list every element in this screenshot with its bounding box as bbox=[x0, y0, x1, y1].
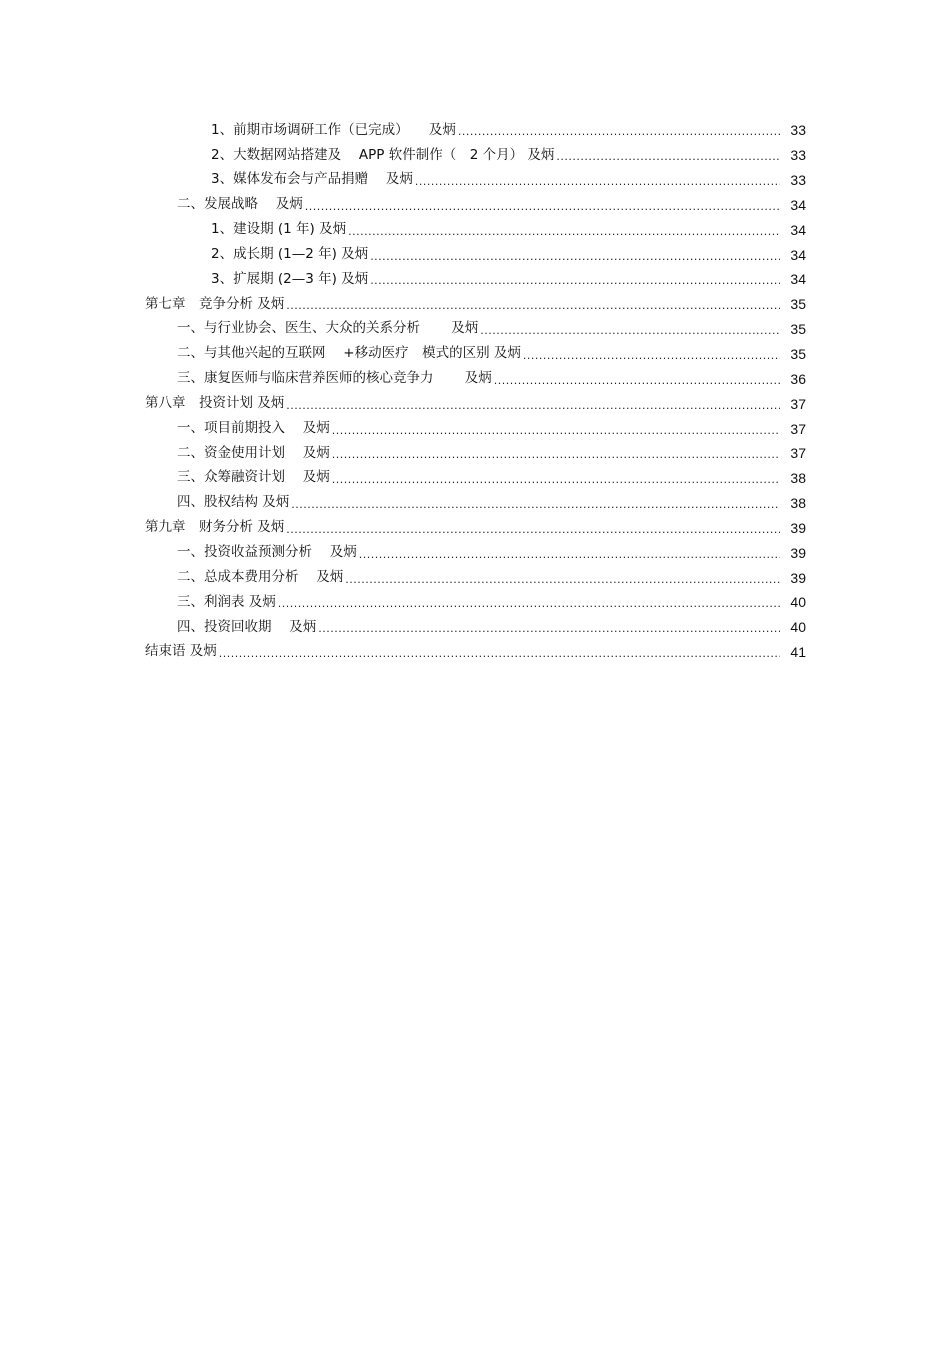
toc-entry-title: 1、建设期 (1 年) 及炳 bbox=[211, 221, 347, 238]
toc-dot-leader bbox=[480, 322, 780, 336]
toc-entry-title: 一、与行业协会、医生、大众的关系分析 及炳 bbox=[177, 320, 479, 337]
toc-page-number: 38 bbox=[790, 495, 806, 512]
toc-entry[interactable] bbox=[0, 267, 950, 292]
toc-entry-title: 一、项目前期投入 及炳 bbox=[177, 419, 330, 436]
toc-page-number: 33 bbox=[790, 172, 806, 189]
toc-entry-title: 二、资金使用计划 及炳 bbox=[177, 444, 330, 461]
toc-entry-title: 二、总成本费用分析 及炳 bbox=[177, 568, 344, 585]
toc-dot-leader bbox=[286, 397, 780, 411]
toc-entry[interactable] bbox=[0, 292, 950, 317]
toc-dot-leader bbox=[278, 595, 780, 609]
toc-entry-title: 二、发展战略 及炳 bbox=[177, 196, 303, 213]
toc-entry-title: 三、利润表 及炳 bbox=[177, 593, 276, 610]
toc-page-number: 35 bbox=[790, 321, 806, 338]
toc-entry[interactable] bbox=[0, 590, 950, 615]
toc-entry-title: 2、成长期 (1—2 年) 及炳 bbox=[211, 245, 369, 262]
toc-page-number: 37 bbox=[790, 445, 806, 462]
toc-page-number: 37 bbox=[790, 395, 806, 412]
toc-entry[interactable] bbox=[0, 615, 950, 640]
toc-dot-leader bbox=[523, 347, 780, 361]
toc-entry[interactable] bbox=[0, 441, 950, 466]
toc-entry-title: 3、媒体发布会与产品捐赠 及炳 bbox=[211, 171, 413, 188]
toc-entry[interactable] bbox=[0, 317, 950, 342]
toc-dot-leader bbox=[219, 645, 780, 659]
toc-page-number: 33 bbox=[790, 122, 806, 139]
toc-page-number: 36 bbox=[790, 370, 806, 387]
toc-entry[interactable] bbox=[0, 491, 950, 516]
toc-page-number: 40 bbox=[790, 594, 806, 611]
toc-entry[interactable] bbox=[0, 168, 950, 193]
toc-dot-leader bbox=[359, 546, 780, 560]
toc-entry-title: 1、前期市场调研工作（已完成） 及炳 bbox=[211, 121, 456, 138]
toc-entry[interactable] bbox=[0, 342, 950, 367]
toc-entry[interactable] bbox=[0, 118, 950, 143]
toc-dot-leader bbox=[345, 571, 780, 585]
toc-dot-leader bbox=[370, 248, 780, 262]
toc-entry-title: 一、投资收益预测分析 及炳 bbox=[177, 544, 357, 561]
toc-dot-leader bbox=[332, 422, 780, 436]
toc-entry[interactable] bbox=[0, 242, 950, 267]
toc-page-number: 34 bbox=[790, 246, 806, 263]
toc-entry-title: 第九章 财务分析 及炳 bbox=[145, 519, 285, 536]
toc-dot-leader bbox=[286, 521, 780, 535]
toc-entry-title: 2、大数据网站搭建及 APP 软件制作（ 2 个月） 及炳 bbox=[211, 146, 555, 163]
toc-dot-leader bbox=[332, 471, 780, 485]
toc-entry[interactable] bbox=[0, 640, 950, 665]
toc-dot-leader bbox=[458, 123, 780, 137]
toc-entry[interactable] bbox=[0, 466, 950, 491]
toc-page-number: 41 bbox=[790, 644, 806, 661]
toc-page-number: 37 bbox=[790, 420, 806, 437]
toc-page-number: 38 bbox=[790, 470, 806, 487]
toc-page-number: 39 bbox=[790, 544, 806, 561]
toc-page-number: 34 bbox=[790, 196, 806, 213]
toc-dot-leader bbox=[415, 173, 780, 187]
toc-entry[interactable] bbox=[0, 143, 950, 168]
toc-entry[interactable] bbox=[0, 217, 950, 242]
toc-entry-title: 四、投资回收期 及炳 bbox=[177, 618, 317, 635]
toc-page-number: 33 bbox=[790, 147, 806, 164]
toc-entry[interactable] bbox=[0, 516, 950, 541]
toc-entry-title: 三、众筹融资计划 及炳 bbox=[177, 469, 330, 486]
toc-dot-leader bbox=[318, 620, 780, 634]
toc-entry-title: 第八章 投资计划 及炳 bbox=[145, 394, 285, 411]
toc-entry-title: 四、股权结构 及炳 bbox=[177, 494, 290, 511]
toc-entry[interactable] bbox=[0, 540, 950, 565]
toc-dot-leader bbox=[556, 148, 780, 162]
toc-entry[interactable] bbox=[0, 366, 950, 391]
toc-dot-leader bbox=[291, 496, 780, 510]
toc-entry[interactable] bbox=[0, 193, 950, 218]
toc-page-number: 35 bbox=[790, 296, 806, 313]
toc-entry[interactable] bbox=[0, 391, 950, 416]
toc-entry[interactable] bbox=[0, 565, 950, 590]
toc-entry-title: 三、康复医师与临床营养医师的核心竞争力 及炳 bbox=[177, 370, 492, 387]
toc-entry[interactable] bbox=[0, 416, 950, 441]
toc-page-number: 35 bbox=[790, 346, 806, 363]
toc-entry-title: 第七章 竞争分析 及炳 bbox=[145, 295, 285, 312]
toc-dot-leader bbox=[286, 297, 780, 311]
toc-page-number: 34 bbox=[790, 221, 806, 238]
toc-dot-leader bbox=[370, 272, 780, 286]
toc-dot-leader bbox=[494, 372, 780, 386]
toc-page-number: 39 bbox=[790, 569, 806, 586]
toc-page-number: 34 bbox=[790, 271, 806, 288]
toc-entry-title: 3、扩展期 (2—3 年) 及炳 bbox=[211, 270, 369, 287]
toc-dot-leader bbox=[305, 198, 780, 212]
toc-page-number: 40 bbox=[790, 619, 806, 636]
table-of-contents bbox=[0, 118, 950, 665]
toc-entry-title: 二、与其他兴起的互联网 +移动医疗 模式的区别 及炳 bbox=[177, 345, 521, 362]
toc-entry-title: 结束语 及炳 bbox=[145, 643, 217, 660]
toc-page-number: 39 bbox=[790, 519, 806, 536]
toc-dot-leader bbox=[332, 446, 780, 460]
toc-dot-leader bbox=[348, 223, 780, 237]
